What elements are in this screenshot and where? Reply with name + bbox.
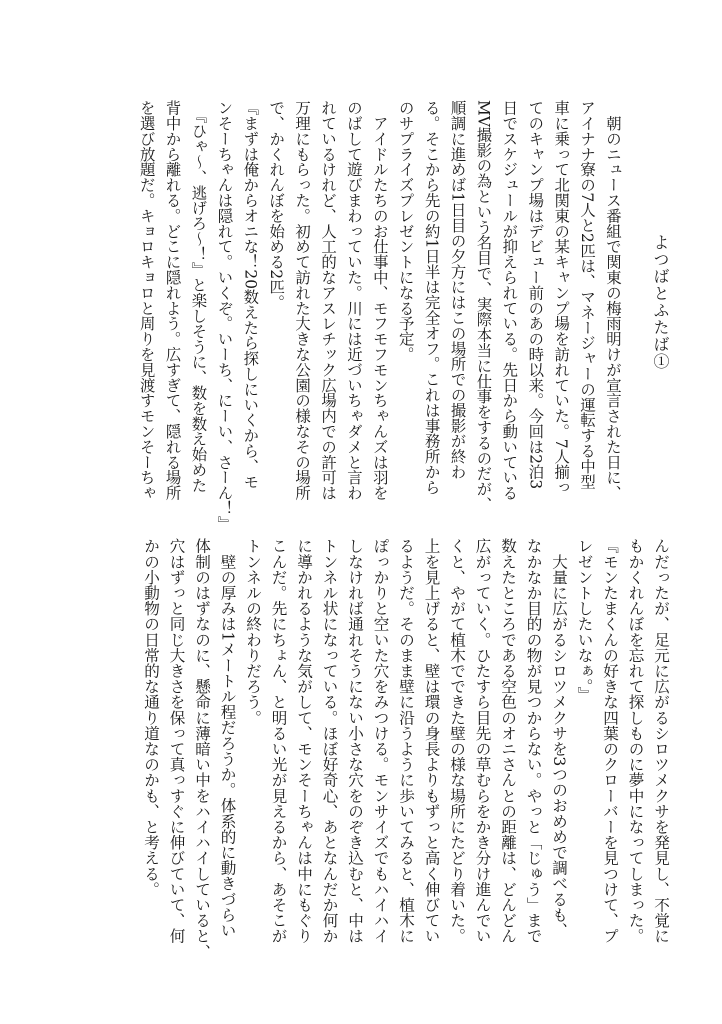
text-line: アイドルたちのお仕事中、モフモフモンちゃんズは羽を	[370, 100, 389, 501]
text-line: る。そこから先の約1日半は完全オフ。これは事務所から	[422, 100, 441, 495]
text-line: MV撮影の為という名目で、実際本当に仕事をするのだが、	[474, 100, 493, 512]
text-line: 車に乗って北関東の某キャンプ場を訪れていた。7人揃っ	[552, 100, 571, 495]
text-line: るようだ。そのまま壁に沿うように歩いてみると、植木に	[397, 538, 415, 944]
text-line: で、かくれんぼを始める2匹。	[267, 100, 286, 310]
text-line: 背中から離れる。どこに隠れよう。広すぎて、隠れる場所	[163, 100, 182, 501]
text-line: のサプライズプレゼントになる予定。	[396, 100, 415, 362]
text-line: かの小動物の日常的な通り道なのかも、と考える。	[142, 538, 160, 897]
text-line: トンネル状になっている。ほぼ好奇心、あとなんだか何か	[320, 538, 339, 944]
text-line: 大量に広がるシロツメクサを3つのおめめで調べるも、	[550, 538, 568, 938]
text-line: もかくれんぼを忘れて探しものに夢中になってしまった。	[626, 538, 645, 944]
text-line: トンネルの終わりだろう。	[244, 538, 262, 726]
text-line: を選び放題だ。キョロキョロと周りを見渡すモンそーちゃ	[137, 100, 156, 501]
top-text-block	[133, 100, 625, 532]
text-line: レゼントしたいなぁ。』	[575, 538, 594, 702]
text-line: 『ひゃ〜、逃げろ〜！』と楽しそうに、数を数え始めた	[189, 100, 208, 493]
text-line: ンそーちゃんは隠れて。いくぞ。いーち、にーい、さーん！』	[215, 100, 234, 532]
text-line: 万理にもらった。初めて訪れた大きな公園の様なその場所	[293, 100, 312, 501]
text-line: んだったが、足元に広がるシロツメクサを発見し、不覚に	[652, 538, 670, 944]
text-line: こんだ。先にちょん、と明るい光が見えるから、あそこが	[269, 538, 288, 944]
bottom-text-block	[138, 538, 674, 958]
text-line: なかなか目的の物が見つからない。やっと「じゅう」まで	[524, 538, 543, 944]
text-line: 日でスケジュールが抑えられている。先日から動いている	[500, 100, 519, 501]
text-line: 広がっていく。ひたすら目先の草むらをかき分け進んでい	[473, 538, 492, 944]
text-line: れているけれど、人工的なアスレチック広場内での許可は	[319, 100, 338, 501]
text-line: 上を見上げると、壁は環の身長よりもずっと高く伸びてい	[422, 538, 441, 944]
text-line: 穴はずっと同じ大きさを保って真っすぐに伸びていて、何	[167, 538, 186, 944]
text-line: てのキャンプ場はデビュー前のあの時以来。今回は2泊3	[526, 100, 545, 490]
text-line: くと、やがて植木でできた壁の様な場所にたどり着いた。	[448, 538, 466, 944]
text-line: 順調に進めば1日目の夕方にはこの場所での撮影が終わ	[448, 100, 467, 480]
text-line: 壁の厚みは1メートル程だろうか。体系的に動きづらい	[218, 538, 237, 938]
text-line: のばして遊びまわっていた。川には近づいちゃダメと言わ	[344, 100, 363, 501]
text-line: アイナナ寮の7人と2匹は、マネージャーの運転する中型	[578, 100, 597, 490]
text-line: 『まずは俺からオニな！20数えたら探しにいくから、モ	[241, 100, 260, 490]
text-line: 数えたところである空色のオニさんとの距離は、どんどん	[499, 538, 517, 944]
story-title: よつばとふたば①	[651, 234, 670, 370]
text-line: 朝のニュース番組で関東の梅雨明けが宣言された日に、	[604, 100, 622, 501]
text-line: に導かれるような気がして、モンそーちゃんは中にもぐり	[295, 538, 313, 944]
text-line: しなければ通れそうにない小さな穴をのぞき込むと、中は	[346, 538, 364, 944]
text-line: ぽっかりと空いた穴をみつける。モンサイズでもハイハイ	[371, 538, 390, 944]
text-line: 『モンたまくんの好きな四葉のクローバーを見つけて、プ	[601, 538, 619, 944]
text-line: 体制のはずなのに、懸命に薄暗い中をハイハイしていると、	[193, 538, 211, 960]
